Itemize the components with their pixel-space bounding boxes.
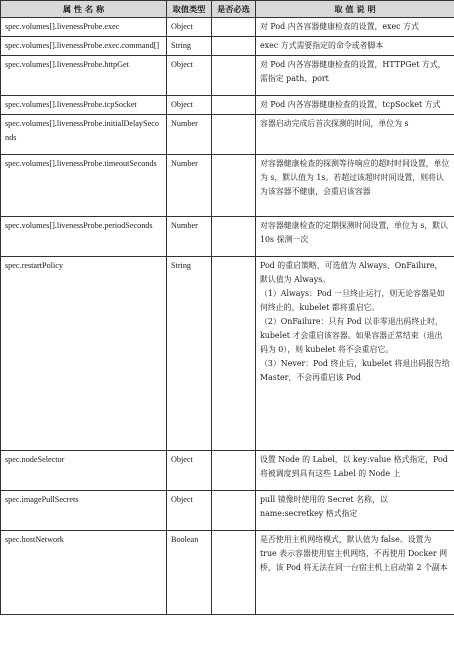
table-row [1,491,454,531]
description-text: 对 Pod 内各容器健康检查的设置，tcpSocket 方式 [260,100,441,109]
description-cell [256,451,454,491]
type-cell: Object [167,96,212,115]
type-cell: String [167,257,212,451]
header-description: 取 值 说 明 [256,1,454,18]
description-text: pull 镜像时使用的 Secret 名称，以 name:secretkey 格式指定 [260,495,388,518]
table-row [1,115,454,155]
header-attribute-name: 属 性 名 称 [1,1,167,18]
type-cell: Object [167,18,212,37]
type-cell: Object [167,56,212,96]
required-cell [212,451,256,491]
table-row [1,96,454,115]
description-text: 设置 Node 的 Label，以 key:value 格式指定，Pod 将被调度到具有这些 Label 的 Node 上 [260,455,448,478]
description-cell [256,37,454,56]
table-row [1,217,454,257]
table-row [1,155,454,217]
description-cell [256,115,454,155]
table-row [1,451,454,491]
type-cell: String [167,37,212,56]
description-text: 是否使用主机网络模式，默认值为 false。设置为 true 表示容器使用宿主机网络，不再使用 Docker 网桥，该 Pod 将无法在同一台宿主机上启动第 2 个副本 [260,535,448,572]
description-text: 对 Pod 内各容器健康检查的设置，exec 方式 [260,22,419,31]
required-cell [212,531,256,615]
required-cell [212,491,256,531]
attribute-cell: spec.restartPolicy [1,257,167,451]
description-cell [256,491,454,531]
description-cell [256,96,454,115]
header-required: 是否必选 [212,1,256,18]
required-cell [212,96,256,115]
description-text: 对 Pod 内各容器健康检查的设置，HTTPGet 方式，需指定 path、port [260,60,446,83]
description-text: 对容器健康检查的定期探测时间设置，单位为 s，默认 10s 探测一次 [260,221,449,244]
table-body [1,18,454,615]
required-cell [212,56,256,96]
type-cell: Boolean [167,531,212,615]
description-text: 对容器健康检查的探测等待响应的超时时间设置，单位为 s，默认值为 1s。若超过该超时时间设置，则将认为该容器不健康，会重启该容器 [260,159,450,196]
description-text: 容器启动完成后首次探测的时间，单位为 s [260,119,409,128]
attribute-cell: spec.volumes[].livenessProbe.exec.command[] [1,37,167,56]
table-row [1,56,454,96]
table-row [1,531,454,615]
description-cell [256,257,454,451]
attribute-cell: spec.volumes[].livenessProbe.tcpSocket [1,96,167,115]
description-cell [256,56,454,96]
attribute-cell: spec.imagePullSecrets [1,491,167,531]
attribute-cell: spec.volumes[].livenessProbe.exec [1,18,167,37]
type-cell: Number [167,155,212,217]
header-value-type: 取值类型 [167,1,212,18]
table-row [1,37,454,56]
attribute-cell: spec.volumes[].livenessProbe.periodSeconds [1,217,167,257]
description-cell [256,18,454,37]
required-cell [212,217,256,257]
description-cell [256,155,454,217]
type-cell: Object [167,491,212,531]
type-cell: Object [167,451,212,491]
required-cell [212,115,256,155]
description-text: Pod 的重启策略，可选值为 Always、OnFailure，默认值为 Always。 [260,261,443,284]
attribute-cell: spec.hostNetwork [1,531,167,615]
description-text: exec 方式需要指定的命令或者脚本 [260,41,384,50]
description-text: （2）OnFailure：只有 Pod 以非零退出码终止时，kubelet 才会重启该容器。如果容器正常结束（退出码为 0），则 kubelet 将不会重启它。 [260,317,443,354]
required-cell [212,155,256,217]
table-row [1,18,454,37]
required-cell [212,257,256,451]
description-cell [256,217,454,257]
attribute-cell: spec.volumes[].livenessProbe.timeoutSeconds [1,155,167,217]
type-cell: Number [167,217,212,257]
table-header [1,1,454,18]
description-text: （1）Always：Pod 一旦终止运行，则无论容器是如何终止的，kubelet 都将重启它。 [260,289,445,312]
required-cell [212,37,256,56]
attribute-cell: spec.nodeSelector [1,451,167,491]
attribute-cell: spec.volumes[].livenessProbe.httpGet [1,56,167,96]
table-row [1,257,454,451]
description-cell [256,531,454,615]
attribute-cell: spec.volumes[].livenessProbe.initialDelaySeconds [1,115,167,155]
header-row [1,1,454,18]
required-cell [212,18,256,37]
description-text: （3）Never：Pod 终止后，kubelet 将退出码报告给 Master，不会再重启该 Pod [260,359,450,382]
type-cell: Number [167,115,212,155]
